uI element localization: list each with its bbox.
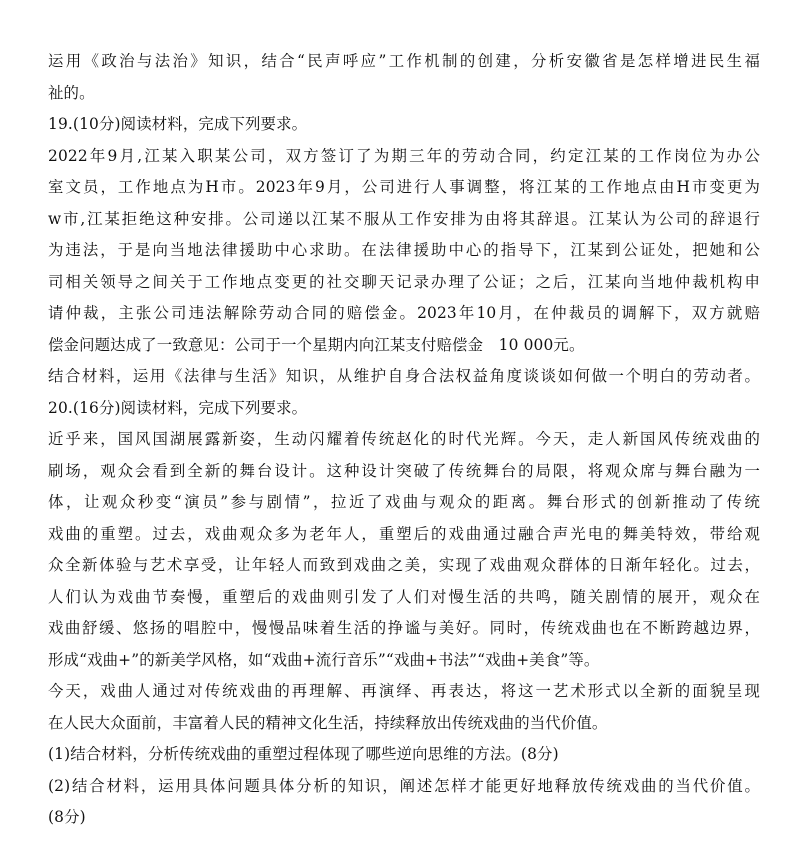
text-line: 司相关领导之间关于工作地点变更的社交聊天记录办理了公证；之后，江某向当地仲裁机构申: [48, 272, 760, 291]
text-line: 刷场，观众会看到全新的舞台设计。这种设计突破了传统舞台的局限，将观众席与舞台融为一: [48, 461, 760, 480]
question-20-header: 20.(16分)阅读材料，完成下列要求。: [48, 398, 308, 417]
exam-page: [48, 46, 760, 834]
question-20-part-2-score: (8分): [48, 808, 86, 826]
text-line: 偿金问题达成了一致意见：公司于一个星期内向江某支付赔偿金 10 000元。: [48, 335, 585, 354]
text-line: 2022年9月,江某入职某公司，双方签订了为期三年的劳动合同，约定江某的工作岗位为办公: [48, 146, 760, 165]
text-line: 人们认为戏曲节奏慢，重塑后的戏曲则引发了人们对慢生活的共鸣，随关剧情的展开，观众在: [48, 587, 760, 606]
question-19-header: 19.(10分)阅读材料，完成下列要求。: [48, 115, 308, 133]
text-line: 运用《政治与法治》知识，结合“民声呼应”工作机制的创建，分析安徽省是怎样增进民生福: [48, 52, 760, 70]
text-line: 戏曲的重塑。过去，戏曲观众多为老年人，重塑后的戏曲通过融合声光电的舞美特效，带给观: [48, 524, 760, 543]
question-20-part-2: (2)结合材料，运用具体问题具体分析的知识，阐述怎样才能更好地释放传统戏曲的当代价值。: [48, 776, 760, 795]
text-line: 体，让观众秒变“演员”参与剧情”，拉近了戏曲与观众的距离。舞台形式的创新推动了传统: [48, 493, 760, 511]
text-line: 形成“戏曲+”的新美学风格，如“戏曲+流行音乐”“戏曲+书法”“戏曲+美食”等。: [48, 650, 600, 669]
text-line: 近乎来，国风国湖展露新姿，生动闪耀着传统赵化的时代光辉。今天，走人新国风传统戏曲的: [48, 430, 760, 448]
text-line: 在人民大众面前，丰富着人民的精神文化生活，持续释放出传统戏曲的当代价值。: [48, 713, 608, 732]
question-19-prompt: 结合材料，运用《法律与生活》知识，从维护自身合法权益角度谈谈如何做一个明白的劳动者。: [48, 367, 760, 385]
text-line: 为违法，于是向当地法律援助中心求助。在法律援助中心的指导下，江某到公证处，把她和公: [48, 241, 760, 259]
text-line: 祉的。: [48, 83, 95, 102]
question-20-part-1: (1)结合材料，分析传统戏曲的重塑过程体现了哪些逆向思维的方法。(8分): [48, 745, 559, 763]
text-line: 请仲裁，主张公司违法解除劳动合同的赔偿金。2023年10月，在仲裁员的调解下，双方就赔: [48, 304, 760, 322]
text-line: 今天，戏曲人通过对传统戏曲的再理解、再演绎、再表达，将这一艺术形式以全新的面貌呈现: [48, 682, 760, 700]
text-line: 戏曲舒缓、悠扬的唱腔中，慢慢品味着生活的挣谧与美好。同时，传统戏曲也在不断跨越边界，: [48, 619, 760, 637]
text-line: 众全新体验与艺术享受，让年轻人而致到戏曲之美，实现了戏曲观众群体的日渐年轻化。过去，: [48, 556, 760, 574]
text-line: 室文员，工作地点为H市。2023年9月，公司进行人事调整，将江某的工作地点由H市变更为: [48, 178, 760, 196]
text-line: w市,江某拒绝这种安排。公司递以江某不服从工作安排为由将其辞退。江某认为公司的辞退行: [48, 209, 760, 228]
